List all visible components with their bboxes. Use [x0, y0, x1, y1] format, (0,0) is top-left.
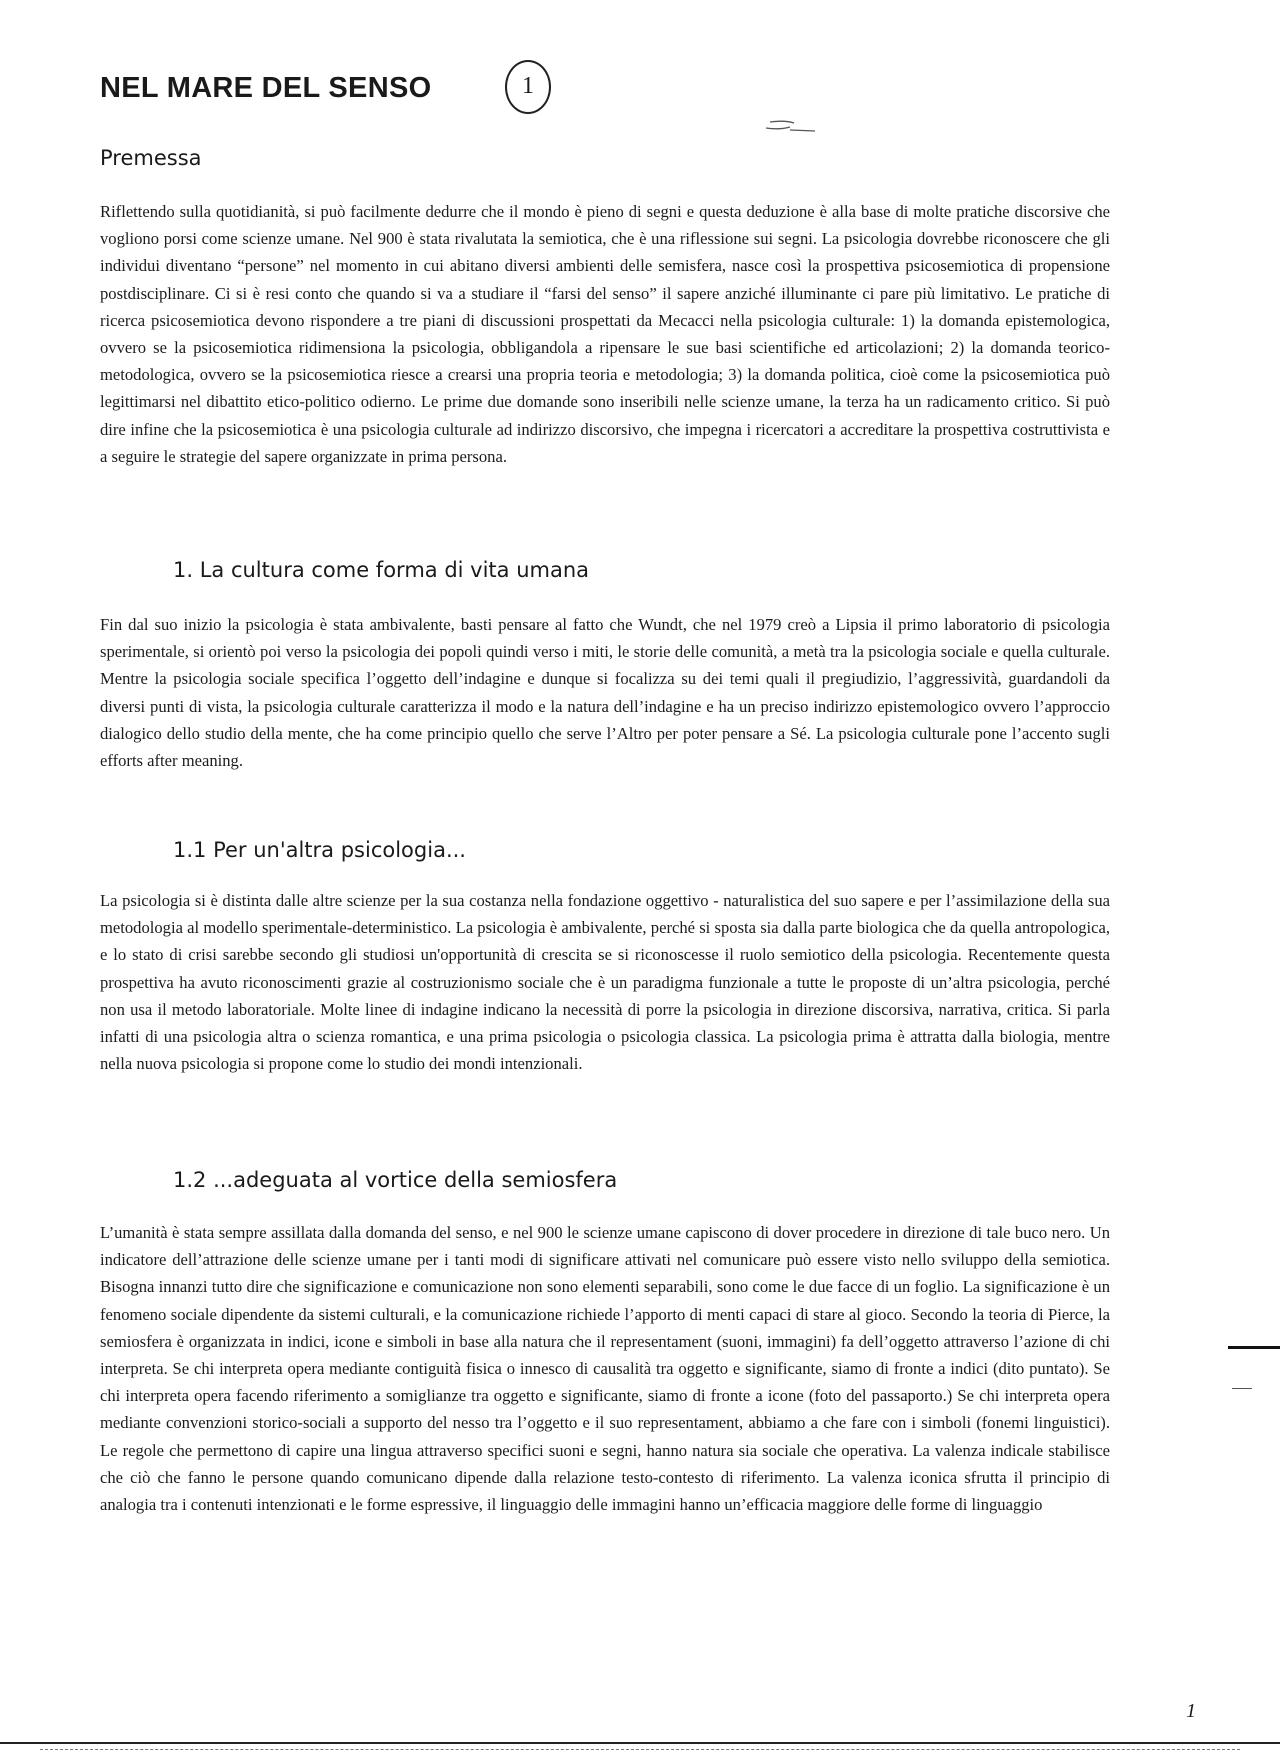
- section-heading: 1. La cultura come forma di vita umana: [173, 558, 590, 582]
- scan-border-line: [0, 1742, 1280, 1744]
- pencil-scribble-icon: [760, 118, 840, 138]
- section-heading: 1.1 Per un'altra psicologia...: [173, 838, 466, 862]
- section-heading: 1.2 ...adeguata al vortice della semiosfera: [173, 1168, 618, 1192]
- page-number: 1: [1186, 1700, 1196, 1722]
- handwritten-page-mark: 1: [505, 60, 551, 114]
- section-paragraph: Fin dal suo inizio la psicologia è stata ambivalente, basti pensare al fatto che Wundt, che nel 1979 creò a Lipsia il primo laboratorio di psicologia sperimentale, si orientò poi verso la psicologia dei popoli quindi verso i miti, le storie delle comunità, a metà tra la psicologia sociale e quella culturale. Mentre la psicologia sociale specifica l’oggetto dell’indagine e dunque si focalizza su dei temi quali il pregiudizio, l’aggressività, guardandoli da diversi punti di vista, la psicologia culturale caratterizza il modo e la natura dell’indagine e ha un preciso indirizzo epistemologico ovvero l’approccio dialogico dello studio della mente, che ha come principio quello che serve l’Altro per poter pensare a Sé. La psicologia culturale pone l’accento sugli efforts after meaning.: [100, 615, 1110, 771]
- margin-mark: [1232, 1388, 1252, 1389]
- section-paragraph: L’umanità è stata sempre assillata dalla domanda del senso, e nel 900 le scienze umane capiscono di dover procedere in direzione di tale buco nero. Un indicatore dell’attrazione delle scienze umane per i tanti modi di significare attivati nel comunicare può essere visto nello sviluppo della semiotica. Bisogna innanzi tutto dire che significazione e comunicazione non sono elementi separabili, sono come le due facce di un foglio. La significazione è un fenomeno sociale dipendente da sistemi culturali, e la comunicazione richiede l’apporto di menti capaci di stare al gioco. Secondo la teoria di Pierce, la semiosfera è organizzata in indici, icone e simboli in base alla natura che il representament (suoni, immagini) fa dell’oggetto attraverso l’azione di chi interpreta. Se chi interpreta opera mediante contiguità fisica o innesco di causalità tra oggetto e significante, siamo di fronte a indici (dito puntato). Se chi interpreta opera facendo riferimento a somiglianze tra oggetto e significante, siamo di fronte a icone (foto del passaporto.) Se chi interpreta opera mediante convenzioni storico-sociali a supporto del nesso tra l’oggetto e il suo representament, abbiamo a che fare con i simboli (fonemi linguistici). Le regole che permettono di capire una lingua attraverso specifici suoni e segni, hanno natura sia sociale che operativa. La valenza indicale stabilisce che ciò che fanno le persone quando comunicano dipende dalla relazione testo-contesto di riferimento. La valenza iconica sfrutta il principio di analogia tra i contenuti intenzionati e le forme espressive, il linguaggio delle immagini hanno un’efficacia maggiore delle forme di linguaggio: [100, 1223, 1110, 1515]
- intro-paragraph: Riflettendo sulla quotidianità, si può facilmente dedurre che il mondo è pieno di segni e questa deduzione è alla base di molte pratiche discorsive che vogliono porsi come scienze umane. Nel 900 è stata rivalutata la semiotica, che è una riflessione sui segni. La psicologia dovrebbe riconoscere che gli individui diventano “persone” nel momento in cui abitano diversi ambienti delle semisfera, nasce così la prospettiva psicosemiotica di propensione postdisciplinare. Ci si è resi conto che quando si va a studiare il “farsi del senso” il sapere anziché illuminante ci pare più limitativo. Le pratiche di ricerca psicosemiotica devono rispondere a tre piani di discussioni prospettati da Mecacci nella psicologia culturale: 1) la domanda epistemologica, ovvero se la psicosemiotica ridimensiona la psicologia, obbligandola a ripensare le sue basi scientifiche ed articolazioni; 2) la domanda teorico-metodologica, ovvero se la psicosemiotica riesce a crearsi una propria teoria e metodologia; 3) la domanda politica, cioè come la psicosemiotica può legittimarsi nel dibattito etico-politico odierno. Le prime due domande sono inseribili nelle scienze umane, la terza ha un radicamento critico. Si può dire infine che la psicosemiotica è una psicologia culturale ad indirizzo discorsivo, che impegna i ricercatori a accreditare la prospettiva costruttivista e a seguire le strategie del sapere organizzate in prima persona.: [100, 202, 1110, 466]
- margin-mark: [1228, 1346, 1280, 1349]
- scan-border-line: [40, 1749, 1240, 1750]
- intro-heading: Premessa: [100, 146, 202, 170]
- section-paragraph: La psicologia si è distinta dalle altre scienze per la sua costanza nella fondazione oggettivo - naturalistica del suo sapere e per l’assimilazione della sua metodologia al modello sperimentale-deterministico. La psicologia è ambivalente, perché si sposta sia dalla parte biologica che da quella antropologica, e lo stato di crisi sarebbe secondo gli studiosi un'opportunità di crescita se si riconoscesse il ruolo semiotico della psicologia. Recentemente questa prospettiva ha avuto riconoscimenti grazie al costruzionismo sociale che è un paradigma funzionale a tutte le proposte di un’altra psicologia, perché non usa il metodo laboratoriale. Molte linee di indagine indicano la necessità di porre la psicologia in direzione discorsiva, narrativa, critica. Si parla infatti di una psicologia altra o scienza romantica, e una prima psicologia o psicologia classica. La psicologia prima è attratta dalla biologia, mentre nella nuova psicologia si propone come lo studio dei mondi intenzionali.: [100, 891, 1110, 1074]
- document-title: NEL MARE DEL SENSO: [100, 72, 432, 104]
